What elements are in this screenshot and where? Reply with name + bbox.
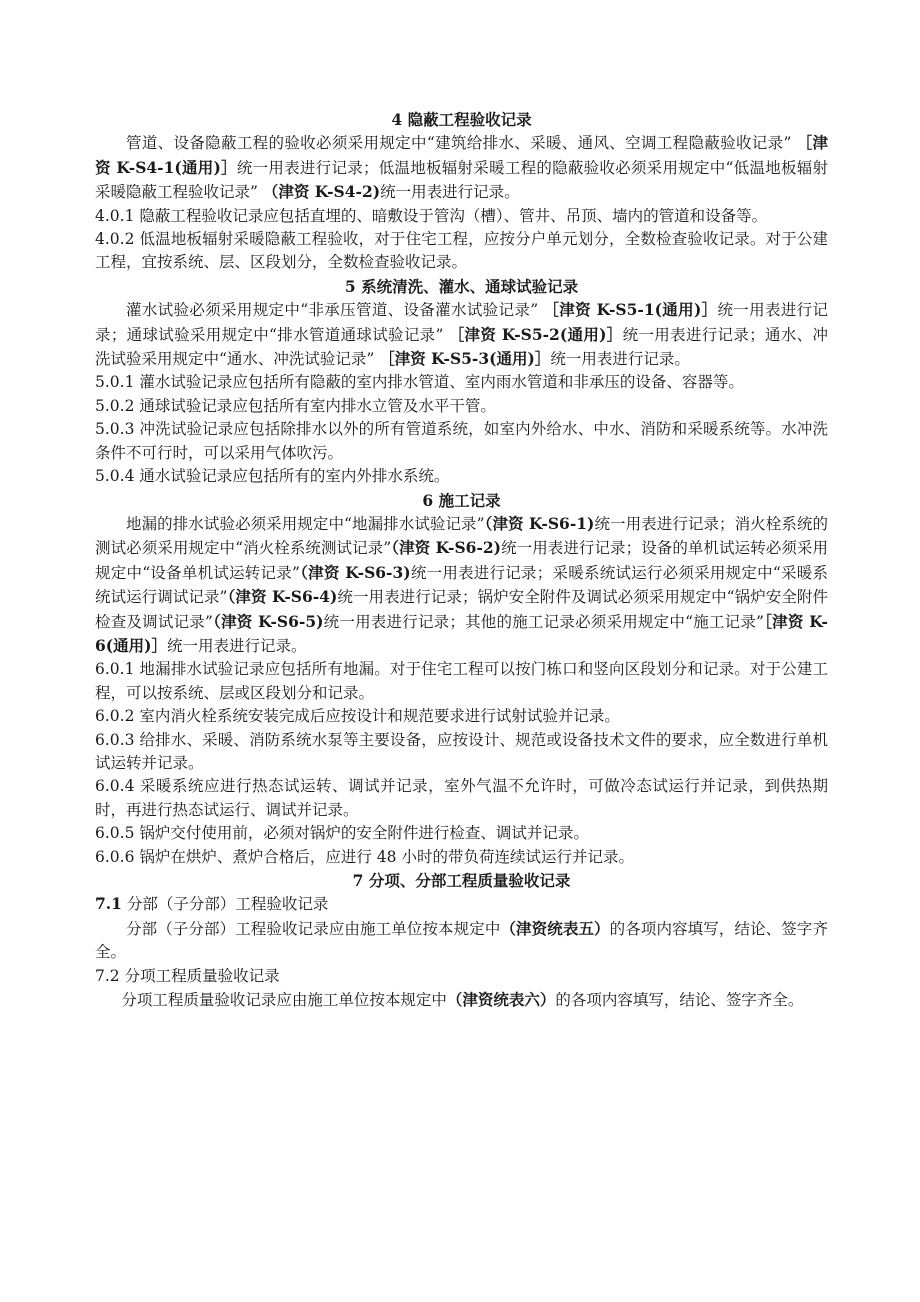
section-4-title: 4 隐蔽工程验收记录 [391, 110, 532, 129]
clause-5-0-4: 5.0.4 通水试验记录应包括所有的室内外排水系统。 [95, 467, 450, 486]
clause-6-0-6: 6.0.6 锅炉在烘炉、煮炉合格后，应进行 48 小时的带负荷连续试运行并记录。 [95, 847, 634, 866]
subsection-7-1-body: 分部（子分部）工程验收记录应由施工单位按本规定中（津资统表五）的各项内容填写，结论、签字齐全。 [95, 918, 828, 962]
clause-4-0-2: 4.0.2 低温地板辐射采暖隐蔽工程验收，对于住宅工程，应按分户单元划分，全数检查验收记录。对于公建工程，宜按系统、层、区段划分，全数检查验收记录。 [95, 230, 828, 272]
subsection-7-2-body: 分项工程质量验收记录应由施工单位按本规定中（津资统表六）的各项内容填写，结论、签字齐全。 [121, 990, 804, 1010]
clause-6-0-3: 6.0.3 给排水、采暖、消防系统水泵等主要设备，应按设计、规范或设备技术文件的要求，应全数进行单机试运转并记录。 [95, 730, 828, 772]
document-page [95, 108, 828, 1012]
clause-6-0-1: 6.0.1 地漏排水试验记录应包括所有地漏。对于住宅工程可以按门栋口和竖向区段划分和记录。对于公建工程，可以按系统、层或区段划分和记录。 [95, 660, 828, 702]
section-6-intro: 地漏的排水试验必须采用规定中“地漏排水试验记录”（津资 K-S6-1)统一用表进行记录；消火栓系统的测试必须采用规定中“消火栓系统测试记录”（津资 K-S6-2)统一用表进行记录；设备的单机试运转必须采用规定中“设备单机试运转记录”（津资 K-S6-3)统一用表进行记录；采暖系统试运行必须采用规定中“采暖系统试运行调试记录”（津资 K-S6-4)统一用表进行记录；锅炉安全附件及调试必须采用规定中“锅炉安全附件检查及调试记录”（津资 K-S6-5)统一用表进行记录；其他的施工记录必须采用规定中“施工记录”［津资 K-6(通用)］统一用表进行记录。 [95, 513, 828, 655]
section-5-intro: 灌水试验必须采用规定中“非承压管道、设备灌水试验记录” ［津资 K-S5-1(通用)］统一用表进行记录；通球试验采用规定中“排水管道通球试验记录” ［津资 K-S5-2(通用)］统一用表进行记录；通水、冲洗试验采用规定中“通水、冲洗试验记录” ［津资 K-S5-3(通用)］统一用表进行记录。 [95, 300, 828, 369]
section-7-title: 7 分项、分部工程质量验收记录 [352, 871, 571, 890]
section-4-intro: 管道、设备隐蔽工程的验收必须采用规定中“建筑给排水、采暖、通风、空调工程隐蔽验收记录” ［津资 K-S4-1(通用)］统一用表进行记录；低温地板辐射采暖工程的隐蔽验收必须采用规定中“低温地板辐射采暖隐蔽工程验收记录” （津资 K-S4-2)统一用表进行记录。 [95, 133, 828, 202]
clause-5-0-2: 5.0.2 通球试验记录应包括所有室内排水立管及水平干管。 [95, 396, 496, 415]
clause-4-0-1: 4.0.1 隐蔽工程验收记录应包括直埋的、暗敷设于管沟（槽）、管井、吊顶、墙内的管道和设备等。 [95, 206, 768, 225]
subsection-7-2-heading: 7.2 分项工程质量验收记录 [95, 966, 280, 985]
clause-6-0-5: 6.0.5 锅炉交付使用前，必须对锅炉的安全附件进行检查、调试并记录。 [95, 824, 589, 843]
clause-5-0-1: 5.0.1 灌水试验记录应包括所有隐蔽的室内排水管道、室内雨水管道和非承压的设备、容器等。 [95, 373, 744, 392]
section-6-title: 6 施工记录 [422, 490, 501, 510]
section-5-title: 5 系统清洗、灌水、通球试验记录 [344, 276, 579, 296]
clause-6-0-2: 6.0.2 室内消火栓系统安装完成后应按设计和规范要求进行试射试验并记录。 [95, 707, 620, 726]
subsection-7-1-heading: 7.1 分部（子分部）工程验收记录 [95, 894, 329, 914]
clause-5-0-3: 5.0.3 冲洗试验记录应包括除排水以外的所有管道系统，如室内外给水、中水、消防和采暖系统等。水冲洗条件不可行时，可以采用气体吹污。 [95, 420, 828, 462]
clause-6-0-4: 6.0.4 采暖系统应进行热态试运转、调试并记录，室外气温不允许时，可做冷态试运行并记录，到供热期时，再进行热态试运行、调试并记录。 [95, 777, 828, 819]
